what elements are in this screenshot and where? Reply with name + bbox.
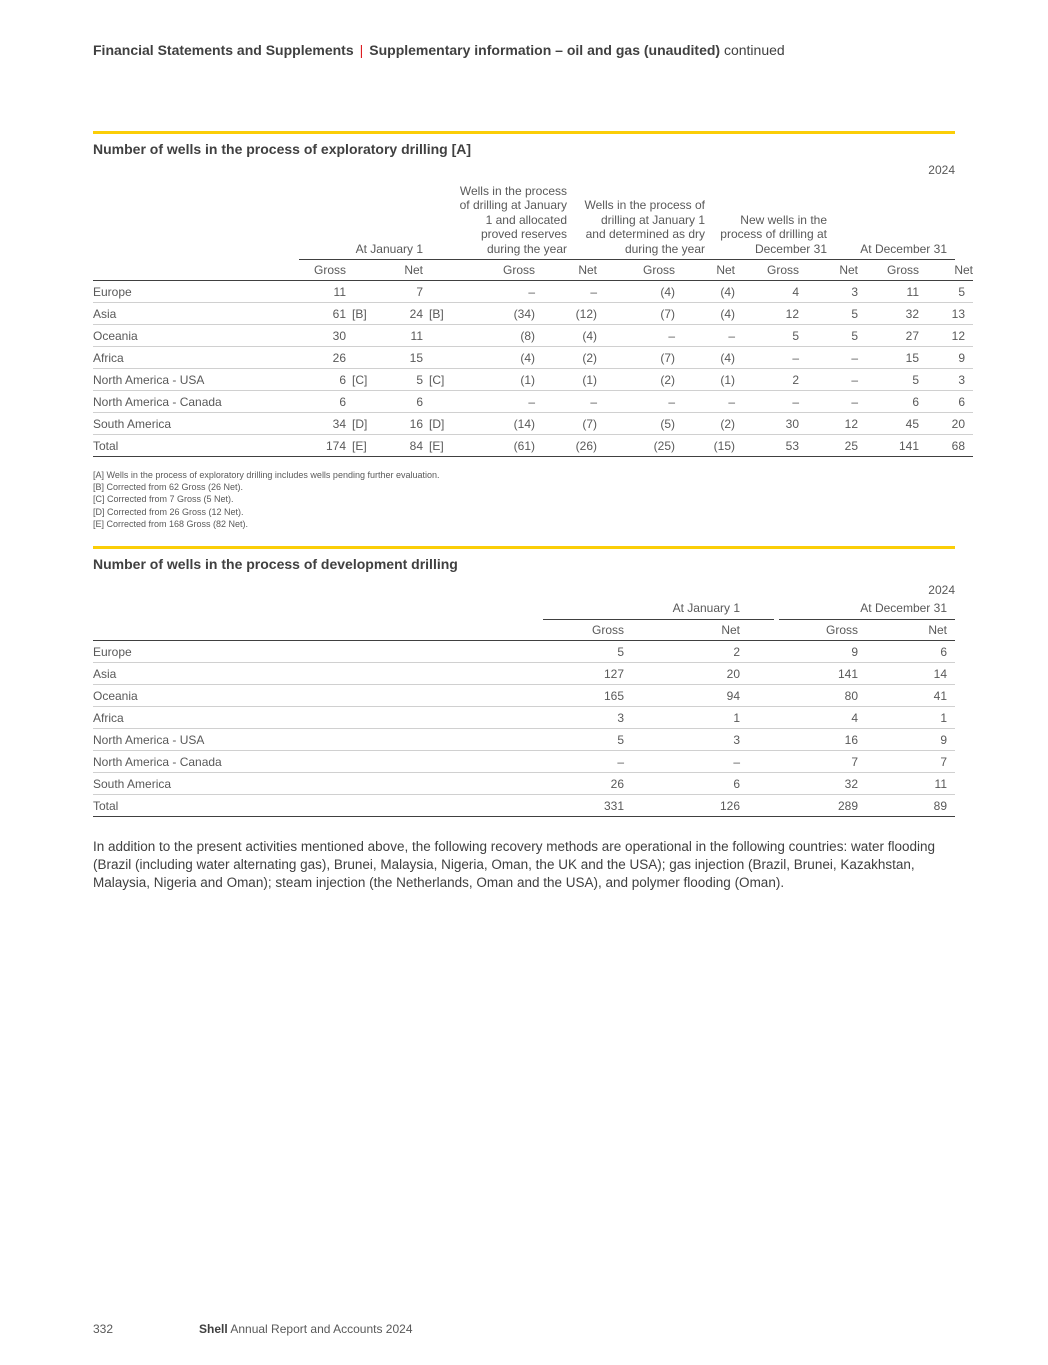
value-cell: –: [535, 391, 597, 413]
exploratory-rows: [93, 281, 973, 457]
development-section: [93, 546, 955, 817]
value-cell: 165: [543, 685, 624, 707]
value-cell: –: [624, 751, 740, 773]
footnote-ref: [E]: [423, 435, 453, 457]
value-cell: (2): [597, 369, 675, 391]
subheader-gross: Gross: [735, 260, 799, 281]
value-cell: 5: [858, 369, 919, 391]
subheader-gross: Gross: [597, 260, 675, 281]
value-cell: 3: [919, 369, 973, 391]
table-row: [93, 281, 973, 303]
footnote-ref: [D]: [423, 413, 453, 435]
region-cell: South America: [93, 773, 543, 795]
value-cell: 12: [919, 325, 973, 347]
value-cell: (12): [535, 303, 597, 325]
value-cell: 11: [858, 281, 919, 303]
footnote-ref: [423, 281, 453, 303]
value-cell: 5: [799, 325, 858, 347]
exploratory-year: 2024: [928, 163, 955, 177]
footnote-ref: [423, 391, 453, 413]
value-cell: 53: [735, 435, 799, 457]
development-subheader-row: [93, 620, 955, 641]
value-cell: 26: [543, 773, 624, 795]
subheader-gross: Gross: [543, 620, 624, 641]
value-cell: 1: [858, 707, 955, 729]
value-cell: –: [675, 391, 735, 413]
footer-report: [199, 1322, 413, 1336]
table-row: [93, 325, 973, 347]
value-cell: 12: [799, 413, 858, 435]
group-header-dec31: At December 31: [860, 241, 947, 256]
group-header-jan1: At January 1: [672, 600, 740, 615]
value-cell: –: [453, 391, 535, 413]
subheader-net: Net: [858, 620, 955, 641]
value-cell: 1: [624, 707, 740, 729]
header-suffix: continued: [723, 42, 785, 58]
region-cell: North America - USA: [93, 369, 299, 391]
footnote-ref: [346, 325, 376, 347]
footer-brand: Shell: [199, 1322, 228, 1336]
subheader-gross: Gross: [299, 260, 346, 281]
value-cell: 5: [376, 369, 423, 391]
subheader-net: Net: [535, 260, 597, 281]
footnote-ref: [C]: [346, 369, 376, 391]
table-row: [93, 685, 955, 707]
value-cell: 126: [624, 795, 740, 817]
group-header-dec31: At December 31: [860, 600, 947, 615]
value-cell: 24: [376, 303, 423, 325]
subheader-blank: [93, 260, 299, 281]
value-cell: 5: [919, 281, 973, 303]
group-header-rule-jan1: [543, 619, 774, 620]
value-cell: 84: [376, 435, 423, 457]
value-cell: 12: [735, 303, 799, 325]
value-cell: 61: [299, 303, 346, 325]
value-cell: 30: [735, 413, 799, 435]
value-cell: (4): [535, 325, 597, 347]
value-cell: (15): [675, 435, 735, 457]
page-header: [93, 42, 785, 58]
header-title: Supplementary information – oil and gas (unaudited): [369, 42, 721, 58]
value-cell: 9: [919, 347, 973, 369]
development-group-headers: [93, 598, 955, 620]
value-cell: (4): [453, 347, 535, 369]
value-cell: 11: [299, 281, 346, 303]
value-cell: (1): [675, 369, 735, 391]
value-cell: 5: [543, 729, 624, 751]
value-cell: (14): [453, 413, 535, 435]
footnote-ref: [E]: [346, 435, 376, 457]
value-cell: (26): [535, 435, 597, 457]
value-cell: 9: [858, 729, 955, 751]
region-cell: North America - Canada: [93, 391, 299, 413]
value-cell: 30: [299, 325, 346, 347]
value-cell: 6: [858, 641, 955, 663]
value-cell: –: [799, 369, 858, 391]
page-number: 332: [93, 1322, 114, 1336]
value-cell: 9: [740, 641, 858, 663]
table-row: [93, 303, 973, 325]
value-cell: –: [597, 325, 675, 347]
value-cell: 3: [543, 707, 624, 729]
footer-report-title: Annual Report and Accounts 2024: [230, 1322, 413, 1336]
exploratory-group-headers: [93, 183, 955, 260]
value-cell: 289: [740, 795, 858, 817]
total-row: [93, 795, 955, 817]
region-cell: South America: [93, 413, 299, 435]
value-cell: –: [535, 281, 597, 303]
subheader-net: Net: [675, 260, 735, 281]
value-cell: (2): [535, 347, 597, 369]
development-table: [93, 620, 955, 817]
value-cell: 25: [799, 435, 858, 457]
recovery-methods-paragraph: In addition to the present activities mentioned above, the following recovery methods are operational in the following countries: water flooding (Brazil (including water alternating gas), Brunei, Malaysia, Nigeria, Oman, the UK and the USA); gas injection (Brazil, Brunei, Kazakhstan, Malaysia, Nigeria and Oman); steam injection (the Netherlands, Oman and the USA), and polymer flooding (Oman).: [93, 839, 935, 890]
table-row: [93, 663, 955, 685]
value-cell: (61): [453, 435, 535, 457]
value-cell: (1): [535, 369, 597, 391]
group-header-new: New wells in the process of drilling at December 31: [720, 212, 827, 256]
value-cell: 89: [858, 795, 955, 817]
value-cell: 6: [376, 391, 423, 413]
value-cell: 16: [740, 729, 858, 751]
value-cell: (7): [597, 347, 675, 369]
footnote-ref: [C]: [423, 369, 453, 391]
subheader-net: Net: [919, 260, 973, 281]
exploratory-title: Number of wells in the process of exploratory drilling [A]: [93, 141, 472, 157]
value-cell: 127: [543, 663, 624, 685]
value-cell: 6: [299, 369, 346, 391]
value-cell: 20: [624, 663, 740, 685]
region-cell: Total: [93, 795, 543, 817]
value-cell: 2: [735, 369, 799, 391]
value-cell: (34): [453, 303, 535, 325]
subheader-net: Net: [624, 620, 740, 641]
section-rule: [93, 546, 955, 549]
subheader-gross: Gross: [740, 620, 858, 641]
table-row: [93, 751, 955, 773]
value-cell: –: [735, 391, 799, 413]
value-cell: (4): [675, 347, 735, 369]
development-year: 2024: [928, 583, 955, 597]
region-cell: Total: [93, 435, 299, 457]
region-cell: Oceania: [93, 325, 299, 347]
value-cell: (4): [597, 281, 675, 303]
value-cell: 68: [919, 435, 973, 457]
value-cell: 14: [858, 663, 955, 685]
subheader-net: Net: [799, 260, 858, 281]
footnote-e: [E] Corrected from 168 Gross (82 Net).: [93, 518, 249, 529]
value-cell: 94: [624, 685, 740, 707]
value-cell: 174: [299, 435, 346, 457]
value-cell: (25): [597, 435, 675, 457]
footnote-ref: [346, 391, 376, 413]
value-cell: –: [799, 391, 858, 413]
footnote-a: [A] Wells in the process of exploratory drilling includes wells pending further evaluation.: [93, 470, 440, 480]
value-cell: 5: [799, 303, 858, 325]
footnote-ref: [346, 347, 376, 369]
footnote-b: [B] Corrected from 62 Gross (26 Net).: [93, 482, 244, 493]
value-cell: (8): [453, 325, 535, 347]
table-row: [93, 347, 973, 369]
region-cell: North America - Canada: [93, 751, 543, 773]
development-rows: [93, 641, 955, 817]
value-cell: –: [597, 391, 675, 413]
exploratory-section: [93, 131, 973, 530]
value-cell: (5): [597, 413, 675, 435]
value-cell: 13: [919, 303, 973, 325]
value-cell: –: [735, 347, 799, 369]
value-cell: 45: [858, 413, 919, 435]
value-cell: 4: [740, 707, 858, 729]
exploratory-table: [93, 260, 973, 457]
footnote-c: [C] Corrected from 7 Gross (5 Net).: [93, 494, 234, 505]
group-header-jan1: At January 1: [355, 241, 423, 256]
value-cell: –: [543, 751, 624, 773]
header-separator: |: [359, 42, 364, 58]
value-cell: 5: [735, 325, 799, 347]
table-row: [93, 391, 973, 413]
region-cell: Europe: [93, 281, 299, 303]
subheader-gross: Gross: [453, 260, 535, 281]
subheader-gross: Gross: [858, 260, 919, 281]
value-cell: –: [453, 281, 535, 303]
value-cell: 41: [858, 685, 955, 707]
value-cell: –: [799, 347, 858, 369]
footnote-ref: [423, 325, 453, 347]
subheader-blank: [93, 620, 543, 641]
value-cell: 2: [624, 641, 740, 663]
subheader-net: Net: [376, 260, 423, 281]
footnote-ref: [D]: [346, 413, 376, 435]
exploratory-footnotes: [93, 469, 955, 530]
value-cell: (2): [675, 413, 735, 435]
value-cell: 6: [624, 773, 740, 795]
table-row: [93, 773, 955, 795]
value-cell: (4): [675, 303, 735, 325]
value-cell: 16: [376, 413, 423, 435]
value-cell: 4: [735, 281, 799, 303]
value-cell: 331: [543, 795, 624, 817]
footnote-ref: [B]: [346, 303, 376, 325]
value-cell: 15: [858, 347, 919, 369]
value-cell: 141: [858, 435, 919, 457]
footnote-ref: [346, 281, 376, 303]
table-row: [93, 707, 955, 729]
value-cell: 80: [740, 685, 858, 707]
region-cell: Oceania: [93, 685, 543, 707]
region-cell: Asia: [93, 663, 543, 685]
value-cell: 27: [858, 325, 919, 347]
total-row: [93, 435, 973, 457]
value-cell: 3: [624, 729, 740, 751]
table-row: [93, 641, 955, 663]
value-cell: 34: [299, 413, 346, 435]
group-header-proved: Wells in the process of drilling at January 1 and allocated proved reserves during the year: [459, 183, 567, 256]
value-cell: –: [675, 325, 735, 347]
value-cell: 6: [299, 391, 346, 413]
table-row: [93, 729, 955, 751]
region-cell: Africa: [93, 347, 299, 369]
value-cell: (4): [675, 281, 735, 303]
region-cell: North America - USA: [93, 729, 543, 751]
development-title: Number of wells in the process of development drilling: [93, 556, 458, 572]
section-rule: [93, 131, 955, 134]
footnote-ref: [423, 347, 453, 369]
header-section: Financial Statements and Supplements: [93, 42, 354, 58]
value-cell: 26: [299, 347, 346, 369]
table-row: [93, 413, 973, 435]
footnote-ref: [B]: [423, 303, 453, 325]
value-cell: 11: [858, 773, 955, 795]
table-row: [93, 369, 973, 391]
value-cell: 6: [858, 391, 919, 413]
footnote-d: [D] Corrected from 26 Gross (12 Net).: [93, 506, 244, 517]
value-cell: 15: [376, 347, 423, 369]
value-cell: 6: [919, 391, 973, 413]
value-cell: 3: [799, 281, 858, 303]
region-cell: Asia: [93, 303, 299, 325]
value-cell: 7: [858, 751, 955, 773]
value-cell: 11: [376, 325, 423, 347]
value-cell: 141: [740, 663, 858, 685]
value-cell: (1): [453, 369, 535, 391]
value-cell: 7: [740, 751, 858, 773]
value-cell: 5: [543, 641, 624, 663]
group-header-rule: [299, 259, 955, 260]
region-cell: Africa: [93, 707, 543, 729]
region-cell: Europe: [93, 641, 543, 663]
group-header-dry: Wells in the process of drilling at January 1 and determined as dry during the year: [584, 198, 705, 256]
value-cell: (7): [597, 303, 675, 325]
value-cell: 32: [858, 303, 919, 325]
value-cell: (7): [535, 413, 597, 435]
value-cell: 20: [919, 413, 973, 435]
value-cell: 7: [376, 281, 423, 303]
value-cell: 32: [740, 773, 858, 795]
exploratory-subheader-row: [93, 260, 973, 281]
group-header-rule-dec31: [779, 619, 955, 620]
